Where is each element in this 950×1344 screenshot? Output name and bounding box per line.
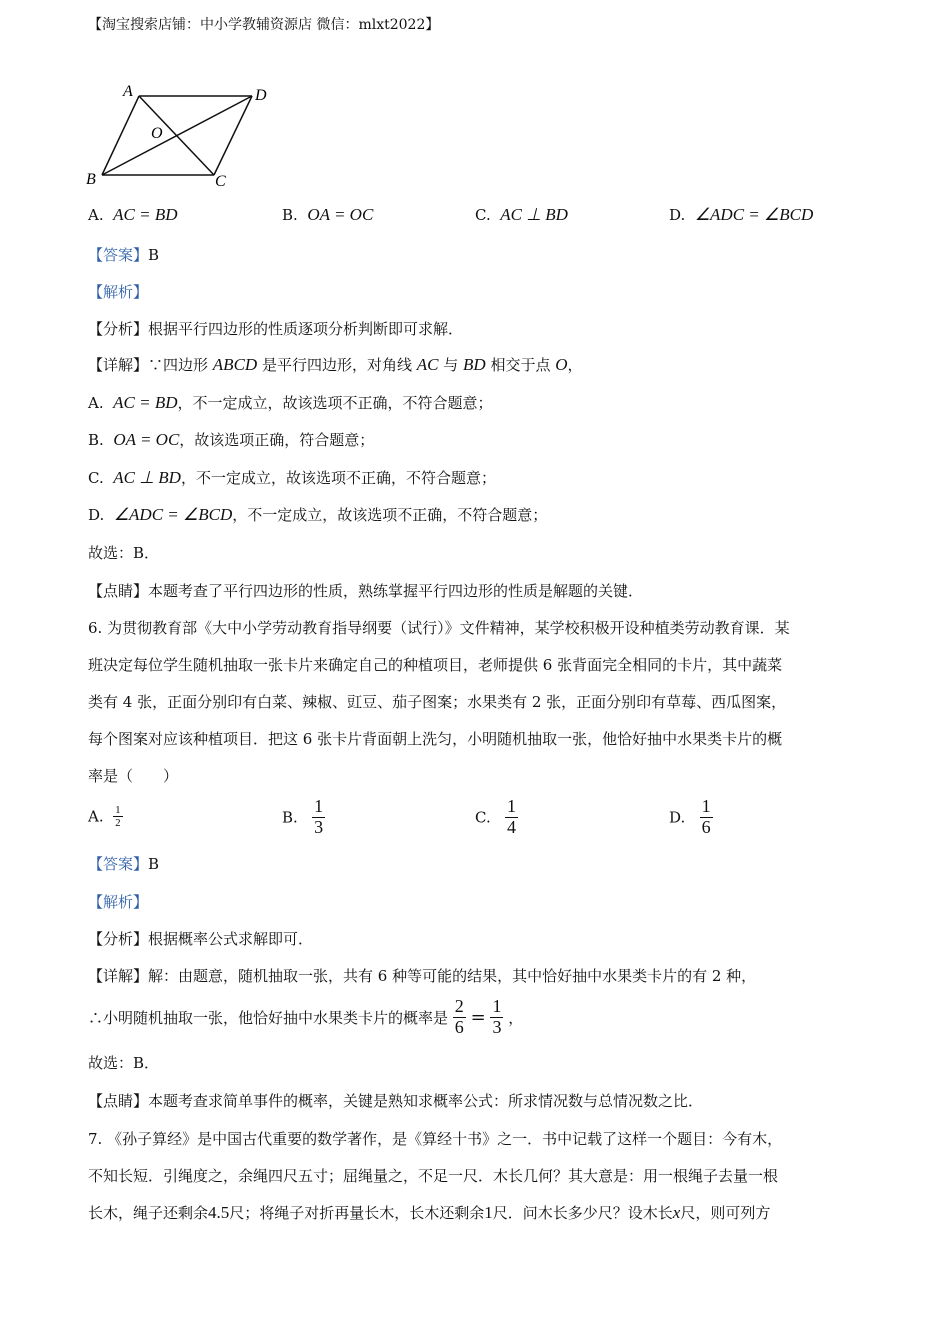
edge-dc: [214, 96, 252, 175]
diagonal-bd: [102, 96, 252, 175]
q5-option-b[interactable]: B. OA = OC: [282, 205, 374, 224]
label-d: D: [255, 87, 267, 104]
parallelogram-figure: [80, 78, 280, 193]
q7-stem-line-1: 7. 《孙子算经》是中国古代重要的数学著作，是《算经十书》之一．书中记载了这样一个题目：今有木，: [88, 1130, 783, 1148]
q7-stem-line-3: 长木，绳子还剩余4.5尺；将绳子对折再量长木，长木还剩余1尺．问木长多少尺？设木长x尺，则可列方: [88, 1203, 771, 1222]
q6-xiangjie: 【详解】解：由题意，随机抽取一张，共有 6 种等可能的结果，其中恰好抽中水果类卡片的有 2 种，: [88, 967, 757, 985]
q6-therefore: ∴小明随机抽取一张，他恰好抽中水果类卡片的概率是 $\frac{2}{6}$ = $\frac{1}{3}$ ，: [88, 996, 524, 1037]
q5-option-c[interactable]: C. AC ⊥ BD: [475, 205, 568, 224]
q6-conclusion: 故选：B．: [88, 1054, 160, 1072]
q6-option-c[interactable]: C. $\frac{1}{4}$: [475, 796, 517, 837]
label-b: B: [86, 171, 96, 188]
q6-option-b[interactable]: B. $\frac{1}{3}$: [282, 796, 324, 837]
q6-dianjing: 【点睛】本题考查求简单事件的概率，关键是熟知求概率公式：所求情况数与总情况数之比．: [88, 1092, 704, 1110]
q6-fenxi: 【分析】根据概率公式求解即可．: [88, 930, 314, 948]
q6-answer: 【答案】B: [88, 855, 160, 873]
q6-stem-line-2: 班决定每位学生随机抽取一张卡片来确定自己的种植项目，老师提供 6 张背面完全相同的卡片，其中蔬菜: [88, 656, 783, 674]
q6-stem-line-1: 6. 为贯彻教育部《大中小学劳动教育指导纲要（试行）》文件精神，某学校积极开设种植类劳动教育课．某: [88, 619, 790, 637]
q6-option-a[interactable]: A. $\frac{1}{2}$: [88, 804, 121, 830]
q5-option-a[interactable]: A. AC = BD: [88, 205, 178, 224]
q6-analysis-tag: 【解析】: [88, 893, 149, 911]
q5-xiangjie: 【详解】∵四边形 ABCD 是平行四边形，对角线 AC 与 BD 相交于点 O，: [88, 355, 583, 374]
fraction-half: $\frac{1}{2}$: [115, 804, 121, 830]
page-header: 【淘宝搜索店铺：中小学教辅资源店 微信：mlxt2022】: [88, 17, 440, 33]
edge-ab: [102, 96, 139, 175]
fraction-third: $\frac{1}{3}$: [314, 796, 324, 837]
q5-answer: 【答案】B: [88, 246, 160, 264]
fraction-quarter: $\frac{1}{4}$: [507, 796, 517, 837]
q5-analysis-tag: 【解析】: [88, 283, 149, 301]
q7-stem-line-2: 不知长短．引绳度之，余绳四尺五寸；屈绳量之，不足一尺．木长几何？其大意是：用一根绳子去量一根: [88, 1167, 779, 1185]
fraction-two-sixths: $\frac{2}{6}$: [454, 996, 464, 1037]
q5-dianjing: 【点睛】本题考查了平行四边形的性质，熟练掌握平行四边形的性质是解题的关键．: [88, 582, 644, 600]
q5-detail-a: A. AC = BD，不一定成立，故该选项不正确，不符合题意；: [88, 393, 493, 412]
q5-detail-c: C. AC ⊥ BD，不一定成立，故该选项不正确，不符合题意；: [88, 468, 496, 487]
label-o: O: [151, 125, 163, 142]
q6-option-d[interactable]: D. $\frac{1}{6}$: [669, 796, 711, 837]
fraction-one-third: $\frac{1}{3}$: [492, 996, 502, 1037]
q5-detail-b: B. OA = OC，故该选项正确，符合题意；: [88, 430, 375, 449]
q5-detail-d: D. ∠ADC = ∠BCD，不一定成立，故该选项不正确，不符合题意；: [88, 505, 548, 524]
fraction-sixth: $\frac{1}{6}$: [701, 796, 711, 837]
q5-option-d[interactable]: D. ∠ADC = ∠BCD: [669, 205, 814, 224]
label-c: C: [215, 173, 226, 190]
q6-stem-line-3: 类有 4 张，正面分别印有白菜、辣椒、豇豆、茄子图案；水果类有 2 张，正面分别印有草莓、西瓜图案，: [88, 693, 787, 711]
q5-fenxi: 【分析】根据平行四边形的性质逐项分析判断即可求解．: [88, 320, 464, 338]
q6-stem-line-5: 率是（ ）: [88, 767, 179, 785]
q6-stem-line-4: 每个图案对应该种植项目．把这 6 张卡片背面朝上洗匀，小明随机抽取一张，他恰好抽中水果类卡片的概: [88, 730, 783, 748]
label-a: A: [123, 83, 133, 100]
q5-conclusion: 故选：B．: [88, 544, 160, 562]
